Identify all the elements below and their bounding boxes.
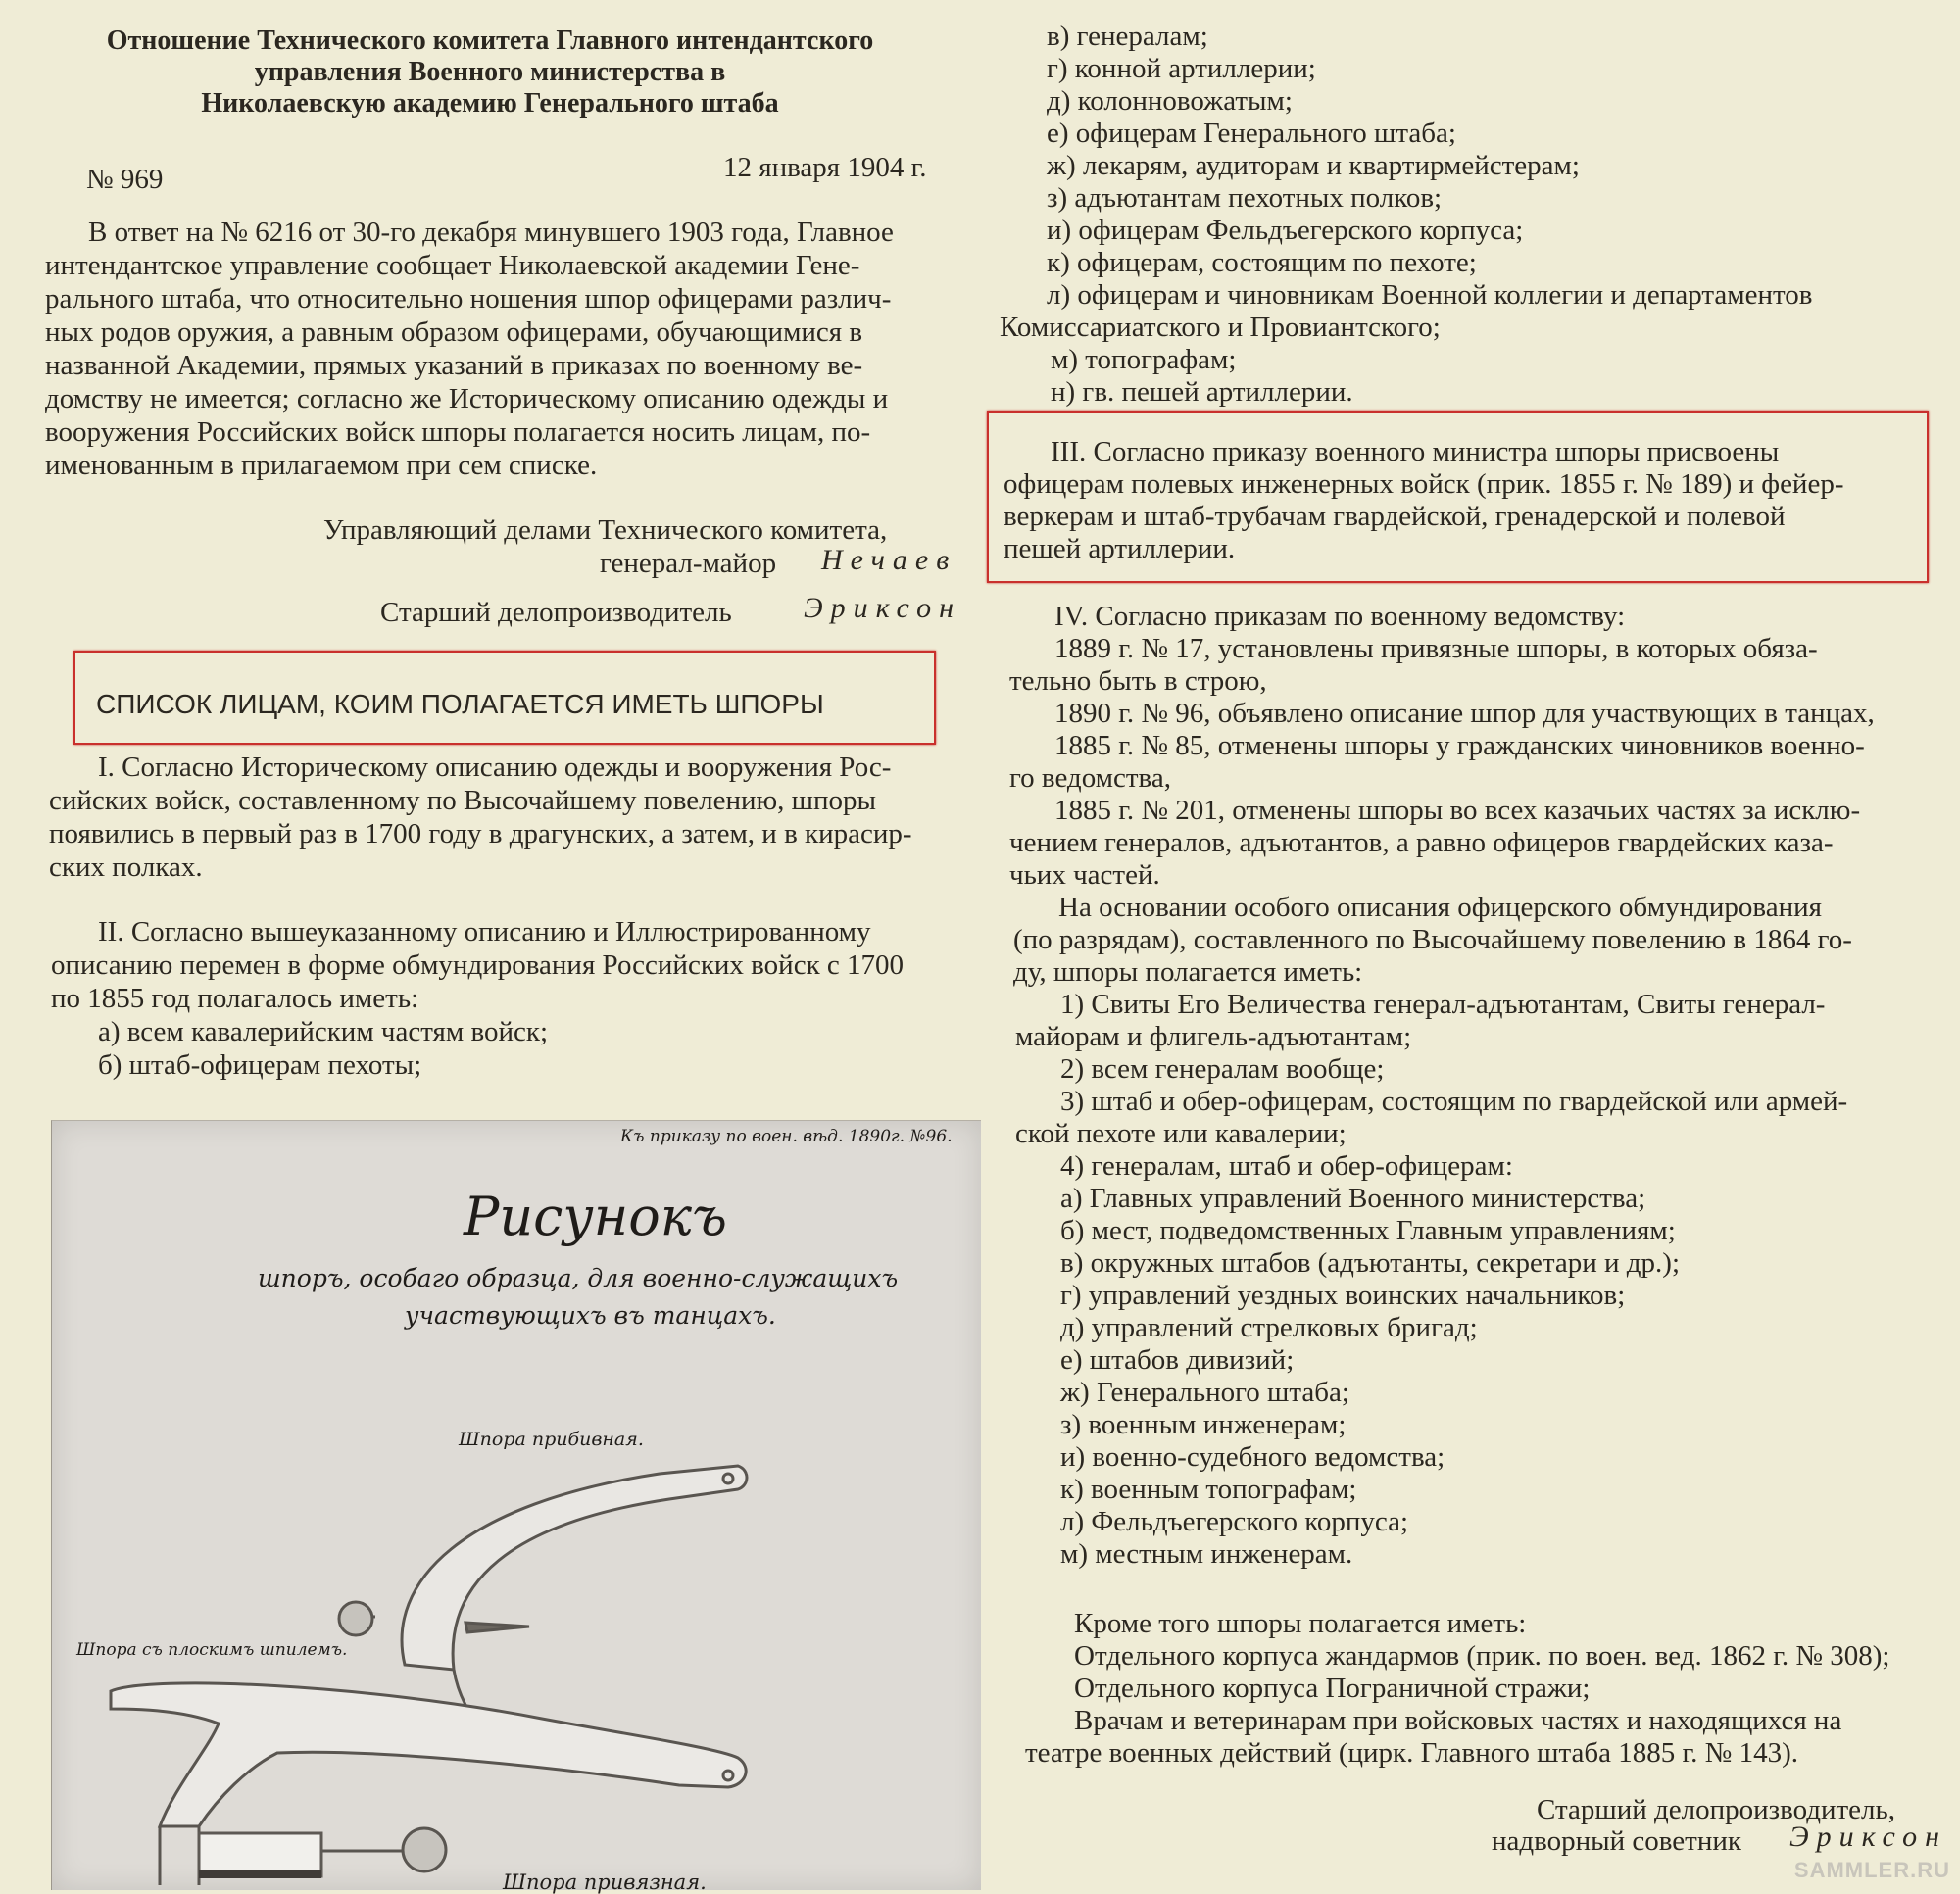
spur-flat-strap <box>199 1833 321 1876</box>
body-line: III. Согласно приказу военного министра шпоры присвоены <box>1051 436 1780 467</box>
spur-nailed-shank <box>466 1623 529 1632</box>
figure-label-flat: Шпора съ плоскимъ шпилемъ. <box>76 1640 348 1660</box>
spur-nailed-arm <box>402 1466 747 1670</box>
figure-corner-note: Къ приказу по воен. вѣд. 1890г. №96. <box>620 1127 953 1146</box>
list-item: и) офицерам Фельдъегерского корпуса; <box>1047 215 1524 246</box>
body-line: (по разрядам), составленного по Высочайшему повелению в 1864 го- <box>1013 924 1852 955</box>
body-line: го ведомства, <box>1009 762 1171 794</box>
list-item: Комиссариатского и Провиантского; <box>1000 312 1441 343</box>
body-line: 1885 г. № 85, отменены шпоры у гражданских чиновников военно- <box>1054 730 1865 761</box>
list-item: е) штабов дивизий; <box>1060 1344 1295 1376</box>
heading-line: управления Военного министерства в <box>254 57 726 87</box>
list-title: СПИСОК ЛИЦАМ, КОИМ ПОЛАГАЕТСЯ ИМЕТЬ ШПОРЫ <box>96 689 824 719</box>
list-item: 2) всем генералам вообще; <box>1060 1053 1385 1085</box>
figure-subtitle: шпоръ, особаго образца, для военно-служащихъ <box>258 1264 899 1292</box>
body-line: I. Согласно Историческому описанию одежды и вооружения Рос- <box>98 752 892 783</box>
signature-title: Старший делопроизводитель <box>380 597 732 628</box>
list-item: е) офицерам Генерального штаба; <box>1047 118 1456 149</box>
body-line: Кроме того шпоры полагается иметь: <box>1074 1608 1527 1639</box>
signature-name: Эриксон <box>1789 1821 1947 1853</box>
list-item: м) местным инженерам. <box>1060 1538 1353 1570</box>
body-line: В ответ на № 6216 от 30-го декабря минувшего 1903 года, Главное <box>88 217 894 248</box>
body-line: чением генералов, адъютантов, а равно офицеров гвардейских каза- <box>1009 827 1834 858</box>
body-line: На основании особого описания офицерского обмундирования <box>1058 892 1822 923</box>
body-line: ных родов оружия, а равным образом офицерами, обучающимися в <box>45 316 863 348</box>
body-line: тельно быть в строю, <box>1009 665 1267 697</box>
body-line: пешей артиллерии. <box>1004 533 1236 564</box>
list-item: к) офицерам, состоящим по пехоте; <box>1047 247 1477 278</box>
body-line: домству не имеется; согласно же Историческому описанию одежды и <box>45 383 889 414</box>
signature-name: Эриксон <box>804 592 961 624</box>
body-line: 1885 г. № 201, отменены шпоры во всех казачьих частях за исклю- <box>1054 795 1861 826</box>
letter-heading <box>49 25 931 120</box>
list-item: в) генералам; <box>1047 21 1208 52</box>
figure-subtitle: участвующихъ въ танцахъ. <box>405 1301 776 1330</box>
figure-label-tied: Шпора привязная. <box>503 1870 707 1894</box>
figure-title: Рисунокъ <box>464 1186 727 1247</box>
list-item: з) военным инженерам; <box>1060 1409 1347 1440</box>
list-item: театре военных действий (цирк. Главного штаба 1885 г. № 143). <box>1025 1737 1798 1769</box>
list-item: г) конной артиллерии; <box>1047 53 1316 84</box>
body-line: 1889 г. № 17, установлены привязные шпоры, в которых обяза- <box>1054 633 1818 664</box>
body-line: веркерам и штаб-трубачам гвардейской, гренадерской и полевой <box>1004 501 1786 532</box>
list-item: в) окружных штабов (адъютанты, секретари и др.); <box>1060 1247 1680 1279</box>
document-date: 12 января 1904 г. <box>723 152 927 183</box>
body-line: ду, шпоры полагается иметь: <box>1013 956 1363 988</box>
body-line: II. Согласно вышеуказанному описанию и Иллюстрированному <box>98 916 871 947</box>
document-number: № 969 <box>86 164 164 195</box>
spur-flat-strap-shadow <box>199 1870 321 1878</box>
body-line: по 1855 год полагалось иметь: <box>51 983 419 1014</box>
list-item: м) топографам; <box>1051 344 1237 375</box>
list-item: к) военным топографам; <box>1060 1474 1357 1505</box>
body-line: IV. Согласно приказам по военному ведомству: <box>1054 601 1626 632</box>
signature-name: Нечаев <box>821 544 957 576</box>
signature-title: Управляющий делами Технического комитета, <box>323 514 888 546</box>
list-item: д) колонновожатым; <box>1047 85 1293 117</box>
list-item: з) адъютантам пехотных полков; <box>1047 182 1443 214</box>
signature-rank: надворный советник <box>1492 1825 1741 1857</box>
list-item: ской пехоте или кавалерии; <box>1015 1118 1347 1149</box>
spur-drawing-photo <box>51 1120 981 1894</box>
body-line: описанию перемен в форме обмундирования Российских войск с 1700 <box>51 949 905 981</box>
body-line: сийских войск, составленному по Высочайшему повелению, шпоры <box>49 785 877 816</box>
body-line: названной Академии, прямых указаний в приказах по военному ве- <box>45 350 863 381</box>
figure-label-nailed: Шпора прибивная. <box>459 1429 644 1450</box>
list-item: ж) Генерального штаба; <box>1060 1377 1349 1408</box>
signature-rank: генерал-майор <box>600 548 777 579</box>
body-line: ских полках. <box>49 851 203 883</box>
body-line: рального штаба, что относительно ношения шпор офицерами различ- <box>45 283 892 315</box>
list-item: 4) генералам, штаб и обер-офицерам: <box>1060 1150 1513 1182</box>
signature-title: Старший делопроизводитель, <box>1537 1794 1895 1825</box>
body-line: офицерам полевых инженерных войск (прик. 1855 г. № 189) и фейер- <box>1004 468 1844 500</box>
list-item: и) военно-судебного ведомства; <box>1060 1441 1446 1473</box>
spur-nailed-ball <box>339 1602 372 1635</box>
spur-illustration <box>52 1121 981 1890</box>
body-line: именованным в прилагаемом при сем списке. <box>45 450 598 481</box>
list-item: б) мест, подведомственных Главным управлениям; <box>1060 1215 1676 1246</box>
heading-line: Николаевскую академию Генерального штаба <box>201 88 779 119</box>
list-item: а) Главных управлений Военного министерства; <box>1060 1183 1646 1214</box>
list-item: ж) лекарям, аудиторам и квартирмейстерам; <box>1047 150 1580 181</box>
body-line: появились в первый раз в 1700 году в драгунских, а затем, и в кирасир- <box>49 818 912 850</box>
list-item: б) штаб-офицерам пехоты; <box>98 1049 422 1081</box>
list-item: Отдельного корпуса Пограничной стражи; <box>1074 1673 1591 1704</box>
spur-flat-ball <box>403 1828 446 1871</box>
list-item: г) управлений уездных воинских начальников; <box>1060 1280 1626 1311</box>
list-item: 3) штаб и обер-офицерам, состоящим по гвардейской или армей- <box>1060 1086 1848 1117</box>
list-item: майорам и флигель-адъютантам; <box>1015 1021 1412 1052</box>
body-line: чьих частей. <box>1009 859 1160 891</box>
list-item: н) гв. пешей артиллерии. <box>1051 376 1353 408</box>
heading-line: Отношение Технического комитета Главного интендантского <box>106 25 874 56</box>
list-item: л) офицерам и чиновникам Военной коллегии и департаментов <box>1047 279 1813 311</box>
list-item: Отдельного корпуса жандармов (прик. по воен. вед. 1862 г. № 308); <box>1074 1640 1890 1672</box>
list-item: д) управлений стрелковых бригад; <box>1060 1312 1478 1343</box>
list-item: Врачам и ветеринарам при войсковых частях и находящихся на <box>1074 1705 1842 1736</box>
list-item: л) Фельдъегерского корпуса; <box>1060 1506 1409 1537</box>
body-line: интендантское управление сообщает Николаевской академии Гене- <box>45 250 860 281</box>
list-item: а) всем кавалерийским частям войск; <box>98 1016 549 1047</box>
list-item: 1) Свиты Его Величества генерал-адъютантам, Свиты генерал- <box>1060 989 1826 1020</box>
body-line: 1890 г. № 96, объявлено описание шпор для участвующих в танцах, <box>1054 698 1875 729</box>
body-line: вооружения Российских войск шпоры полагается носить лицам, по- <box>45 416 871 448</box>
site-watermark: SAMMLER.RU <box>1793 1858 1950 1882</box>
spur-flat-arm <box>111 1683 746 1826</box>
